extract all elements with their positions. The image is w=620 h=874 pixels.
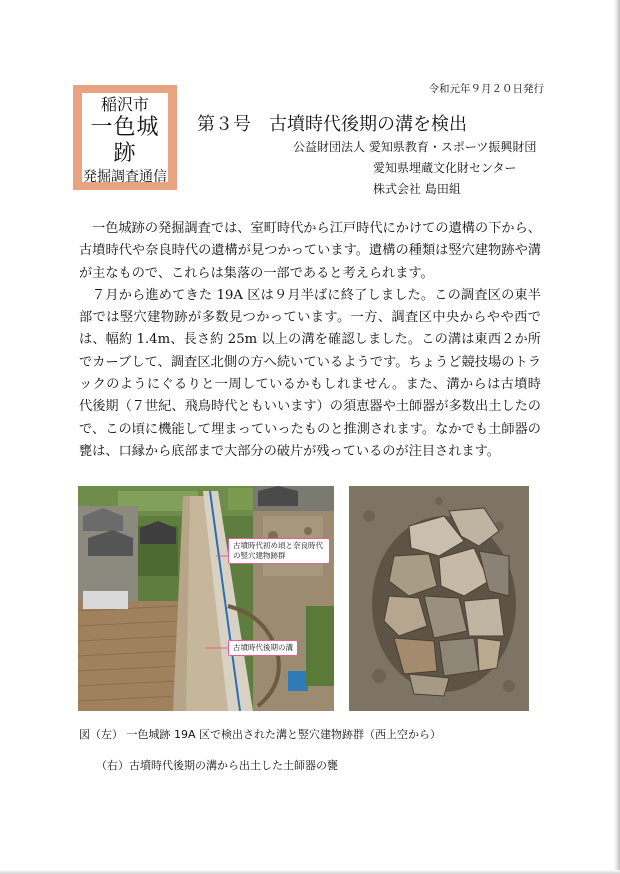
publisher-center: 愛知県埋蔵文化財センター	[373, 161, 517, 175]
label-ditch: 古墳時代後期の溝	[228, 640, 298, 656]
pottery-photo	[349, 486, 529, 711]
publisher-list	[293, 137, 545, 200]
newsletter-logo	[73, 85, 177, 190]
label-pit-dwellings: 古墳時代初め頃と奈良時代の竪穴建物跡群	[228, 538, 330, 564]
headline: 古墳時代後期の溝を検出	[269, 114, 467, 135]
logo-site-name: 一色城跡	[90, 115, 160, 166]
issue-title	[197, 110, 467, 136]
article-body	[79, 218, 541, 463]
issue-number: 第３号	[197, 114, 251, 135]
logo-panel	[82, 93, 168, 185]
logo-subtitle: 発掘調査通信	[83, 169, 167, 185]
paragraph: ７月から進めてきた 19A 区は９月半ばに終了しました。この調査区の東半部では竪穴建物跡が多数見つかっています。一方、調査区中央からやや西では、幅約 1.4m、長さ約 25m 以上の溝を確認しました。この溝は東西２か所でカーブして、調査区北側の方へ続いているようです。ちょうど競技場のトラックのようにぐるりと一周しているかもしれません。また、溝からは古墳時代後期（７世紀、飛鳥時代ともいいます）の須恵器や土師器が多数出土したので、この頃に機能して埋まっていったものと推測されます。なかでも土師器の甕は、口縁から底部まで大部分の破片が残っているのが注目されます。	[79, 287, 541, 459]
issue-date: 令和元年９月２０日発行	[428, 83, 544, 95]
figure-caption-left: 図（左） 一色城跡 19A 区で検出された溝と竪穴建物跡群（西上空から）	[79, 728, 442, 741]
page-bottom-shadow	[0, 870, 620, 874]
pottery-photo-image	[349, 486, 529, 711]
paragraph: 一色城跡の発掘調査では、室町時代から江戸時代にかけての遺構の下から、古墳時代や奈良時代の遺構が見つかっています。遺構の種類は竪穴建物跡や溝が主なもので、これらは集落の一部であると考えられます。	[79, 221, 541, 281]
page-edge-shadow	[614, 0, 620, 874]
publisher-foundation: 公益財団法人 愛知県教育・スポーツ振興財団	[293, 140, 537, 154]
figure-caption-right: （右）古墳時代後期の溝から出土した土師器の甕	[96, 759, 338, 772]
logo-city: 稲沢市	[100, 95, 149, 114]
aerial-photo	[78, 486, 334, 711]
publisher-company: 株式会社 島田組	[373, 182, 461, 196]
label-pointer-lines	[78, 486, 334, 711]
